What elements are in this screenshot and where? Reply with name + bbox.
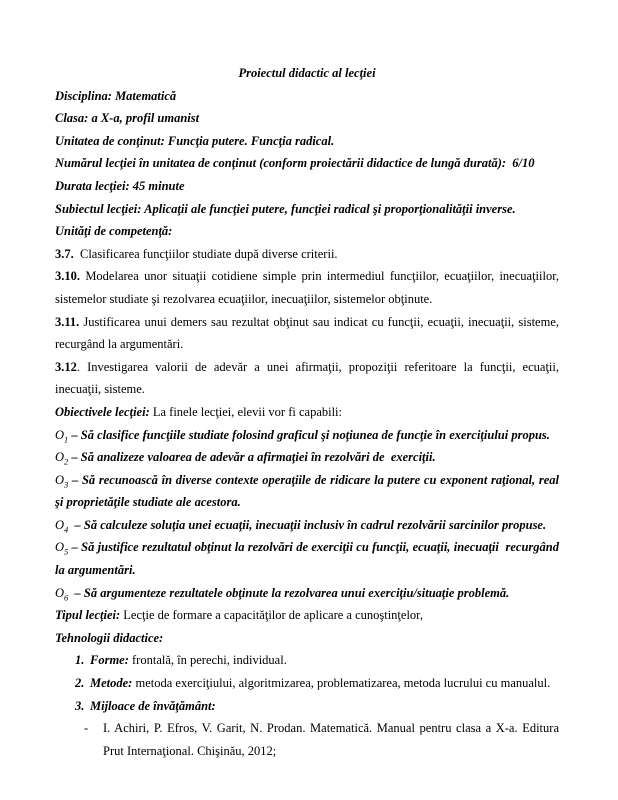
- text-segment: Obiectivele lecţiei:: [55, 404, 150, 419]
- text-segment: Proiectul didactic al lecţiei: [238, 66, 376, 80]
- text-segment: Modelarea unor situaţii cotidiene simple prin intermediul funcţiilor, ecuaţiilor, inecuaţiilor, sistemelor studiate şi rezolvarea ecuaţiilor, inecuaţiilor, sistemelor obţinute.: [55, 269, 559, 306]
- competence-3-12: [55, 356, 559, 401]
- list-marker: 2.: [75, 676, 85, 691]
- list-item-metode: [55, 672, 559, 695]
- heading-unitati-competenta: [55, 220, 559, 243]
- text-segment: $O_6$: [55, 585, 69, 603]
- objective-o5: [55, 536, 559, 581]
- text-segment: 3.7.: [55, 246, 74, 261]
- text-segment: Tehnologii didactice:: [55, 630, 164, 645]
- objective-o2: [55, 446, 559, 469]
- text-segment: Unitatea de conţinut: Funcţia putere. Funcţia radical.: [55, 133, 335, 148]
- competence-3-7: [55, 243, 559, 266]
- field-unitatea-continut: [55, 130, 559, 153]
- text-segment: Mijloace de învăţământ:: [90, 698, 216, 713]
- list-item-mijloace: [55, 695, 559, 718]
- list-marker: -: [84, 721, 89, 736]
- text-segment: frontală, în perechi, individual.: [128, 653, 287, 668]
- objective-o3: [55, 469, 559, 514]
- text-segment: – Să clasifice funcţiile studiate folosind graficul şi noţiunea de funcţie în exerciţiului propus.: [68, 427, 550, 442]
- text-segment: – Să calculeze soluţia unei ecuaţii, inecuaţii inclusiv în cadrul rezolvării sarcinilor propuse.: [68, 517, 547, 532]
- text-segment: – Să argumenteze rezultatele obţinute la rezolvarea unui exerciţiu/situaţie problemă.: [68, 585, 510, 600]
- text-segment: – Să analizeze valoarea de adevăr a afirmaţiei în rezolvări de exerciţii.: [68, 450, 436, 465]
- text-segment: Durata lecţiei: 45 minute: [55, 178, 185, 193]
- list-item-content: [90, 649, 559, 672]
- heading-obiectivele-lectiei: [55, 401, 559, 424]
- subscript: 5: [64, 546, 69, 557]
- text-segment: – Să justifice rezultatul obţinut la rezolvări de exerciţii cu funcţii, ecuaţii, inecuaţii recurgând la argumentări.: [55, 540, 559, 578]
- text-segment: I. Achiri, P. Efros, V. Garit, N. Prodan. Matematică. Manual pentru clasa a X-a. Editura Prut Internaţional. Chişinău, 2012;: [103, 721, 559, 758]
- text-segment: Lecţie de formare a capacităţilor de aplicare a cunoştinţelor,: [120, 608, 423, 623]
- text-segment: Clasificarea funcţiilor studiate după diverse criterii.: [73, 246, 338, 261]
- objective-o4: [55, 514, 559, 537]
- list-marker: 3.: [75, 698, 85, 713]
- competence-3-10: [55, 265, 559, 310]
- text-segment: 3.10.: [55, 269, 80, 284]
- text-segment: $O_4$: [55, 517, 69, 535]
- doc-title: [55, 62, 559, 85]
- text-segment: Subiectul lecţiei: Aplicaţii ale funcţiei putere, funcţiei radical şi proporţionalităţii inverse.: [55, 201, 516, 216]
- objective-o6: [55, 582, 559, 605]
- text-segment: Disciplina: Matematică: [55, 88, 177, 103]
- field-subiectul-lectiei: [55, 198, 559, 221]
- field-disciplina: [55, 85, 559, 108]
- objective-o1: [55, 424, 559, 447]
- text-segment: $O_3$: [55, 472, 69, 490]
- text-segment: – Să recunoască în diverse contexte operaţiile de ridicare la putere cu exponent raţional, real şi proprietăţile studiate ale acestora.: [55, 472, 559, 510]
- text-segment: $O_1$: [55, 427, 69, 444]
- list-item-content: [90, 695, 559, 718]
- list-marker: 1.: [75, 653, 85, 668]
- field-clasa: [55, 107, 559, 130]
- heading-tehnologii-didactice: [55, 627, 559, 650]
- text-segment: 3.11.: [55, 314, 80, 329]
- subscript: 6: [64, 592, 69, 603]
- text-segment: Metode:: [90, 676, 133, 691]
- text-segment: Justificarea unui demers sau rezultat obţinut sau indicat cu funcţii, ecuaţii, inecuaţii, sisteme, recurgând la argumentări.: [55, 314, 559, 352]
- subscript: 3: [64, 479, 69, 490]
- text-segment: . Investigarea valorii de adevăr a unei afirmaţii, propoziţii referitoare la funcţii, ecuaţii, inecuaţii, sisteme.: [55, 359, 559, 397]
- list-item-content: [103, 717, 559, 762]
- text-segment: Numărul lecţiei în unitatea de conţinut (conform proiectării didactice de lungă durată): 6/10: [55, 156, 535, 171]
- subscript: 4: [64, 524, 69, 535]
- text-segment: Clasa: a X-a, profil umanist: [55, 111, 200, 126]
- field-durata-lectiei: [55, 175, 559, 198]
- subscript: 2: [64, 456, 69, 467]
- text-segment: $O_2$: [55, 450, 69, 467]
- text-segment: La finele lecţiei, elevii vor fi capabili:: [149, 404, 343, 419]
- text-segment: metoda exerciţiului, algoritmizarea, problematizarea, metoda lucrului cu manualul.: [132, 676, 551, 691]
- text-segment: Forme:: [90, 653, 129, 668]
- field-tipul-lectiei: [55, 604, 559, 627]
- text-segment: Tipul lecţiei:: [55, 608, 121, 623]
- competence-3-11: [55, 311, 559, 356]
- subscript: 1: [64, 434, 69, 444]
- list-item-forme: [55, 649, 559, 672]
- bibliography-item: [55, 717, 559, 762]
- list-item-content: [90, 672, 559, 695]
- text-segment: 3.12: [55, 359, 77, 374]
- text-segment: Unităţi de competenţă:: [55, 224, 173, 239]
- field-numarul-lectiei: [55, 152, 559, 175]
- text-segment: $O_5$: [55, 540, 69, 557]
